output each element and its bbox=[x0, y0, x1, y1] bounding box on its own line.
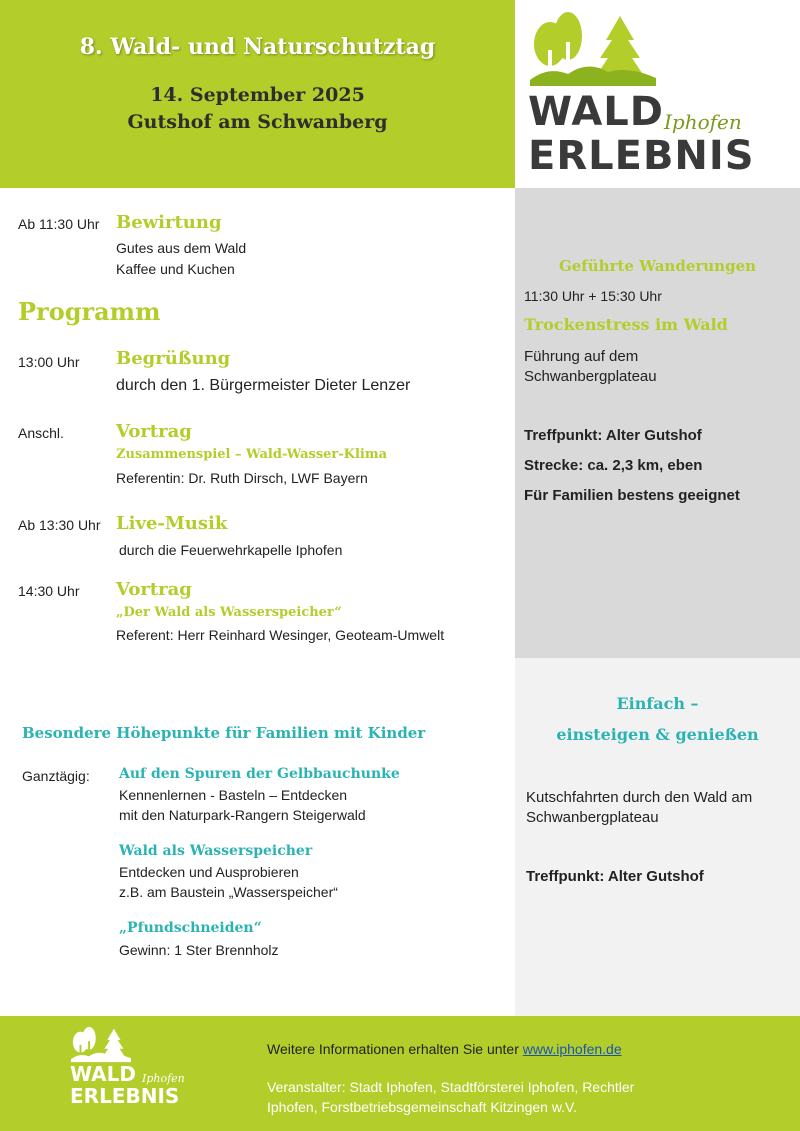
programm-time: 14:30 Uhr bbox=[18, 583, 80, 599]
wanderungen-time: 11:30 Uhr + 15:30 Uhr bbox=[524, 288, 662, 304]
programm-title: Live-Musik bbox=[116, 513, 228, 534]
programm-title: Vortrag bbox=[116, 579, 192, 600]
footer-organizer: Iphofen, Forstbetriebsgemeinschaft Kitzingen w.V. bbox=[267, 1099, 577, 1115]
familien-item-line: Entdecken und Ausprobieren bbox=[119, 864, 299, 880]
bewirtung-line: Gutes aus dem Wald bbox=[116, 240, 247, 256]
event-date: 14. September 2025 bbox=[150, 84, 365, 106]
programm-time: Anschl. bbox=[18, 425, 64, 441]
kutsche-heading: Einfach – bbox=[616, 694, 699, 713]
wanderungen-heading: Geführte Wanderungen bbox=[558, 257, 757, 275]
familien-item-title: „Pfundschneiden“ bbox=[119, 920, 262, 936]
event-title: 8. Wald- und Naturschutztag bbox=[79, 34, 436, 60]
programm-time: 13:00 Uhr bbox=[18, 354, 80, 370]
programm-detail: durch den 1. Bürgermeister Dieter Lenzer bbox=[116, 377, 411, 394]
footer-info-prefix: Weitere Informationen erhalten Sie unter bbox=[267, 1041, 523, 1057]
wanderungen-distance: Strecke: ca. 2,3 km, eben bbox=[524, 457, 703, 474]
footer-logo bbox=[70, 1024, 220, 1114]
programm-subtitle: „Der Wald als Wasserspeicher“ bbox=[116, 605, 342, 620]
wanderungen-title: Trockenstress im Wald bbox=[524, 315, 728, 334]
trees-logo-icon bbox=[528, 10, 658, 86]
logo-subtitle: Iphofen bbox=[664, 110, 742, 134]
programm-time: Ab 13:30 Uhr bbox=[18, 517, 101, 533]
wanderungen-desc: Schwanbergplateau bbox=[524, 368, 657, 385]
wanderungen-meet: Treffpunkt: Alter Gutshof bbox=[524, 427, 702, 444]
familien-item-title: Auf den Spuren der Gelbbauchunke bbox=[119, 766, 400, 782]
footer-logo-subtitle: Iphofen bbox=[142, 1072, 185, 1085]
programm-title: Begrüßung bbox=[116, 348, 231, 369]
footer-logo-wald: WALD bbox=[70, 1062, 136, 1086]
familien-item-line: mit den Naturpark-Rangern Steigerwald bbox=[119, 807, 366, 823]
programm-detail: durch die Feuerwehrkapelle Iphofen bbox=[119, 542, 343, 558]
kutsche-desc: Kutschfahrten durch den Wald am bbox=[526, 789, 753, 806]
familien-item-title: Wald als Wasserspeicher bbox=[119, 843, 313, 859]
wald-erlebnis-logo bbox=[528, 10, 768, 182]
kutsche-meet: Treffpunkt: Alter Gutshof bbox=[526, 868, 704, 885]
familien-item-line: z.B. am Baustein „Wasserspeicher“ bbox=[119, 884, 338, 900]
trees-logo-icon bbox=[70, 1024, 132, 1064]
logo-word-wald: WALD bbox=[528, 89, 664, 135]
bewirtung-line: Kaffee und Kuchen bbox=[116, 261, 235, 277]
familien-time: Ganztägig: bbox=[22, 768, 90, 784]
familien-item-line: Kennenlernen - Basteln – Entdecken bbox=[119, 787, 348, 803]
familien-item-line: Gewinn: 1 Ster Brennholz bbox=[119, 942, 279, 958]
programm-title: Vortrag bbox=[116, 421, 192, 442]
familien-heading: Besondere Höhepunkte für Familien mit Kinder bbox=[22, 724, 426, 742]
footer-organizer: Veranstalter: Stadt Iphofen, Stadtförsterei Iphofen, Rechtler bbox=[267, 1079, 635, 1095]
programm-subtitle: Zusammenspiel – Wald-Wasser-Klima bbox=[116, 447, 388, 462]
footer-logo-erlebnis: ERLEBNIS bbox=[70, 1084, 180, 1108]
bewirtung-title: Bewirtung bbox=[116, 212, 222, 233]
programm-detail: Referentin: Dr. Ruth Dirsch, LWF Bayern bbox=[116, 470, 368, 486]
footer-info bbox=[267, 1041, 622, 1057]
website-link[interactable]: www.iphofen.de bbox=[522, 1041, 622, 1057]
kutsche-heading: einsteigen & genießen bbox=[556, 725, 759, 744]
programm-heading: Programm bbox=[18, 297, 161, 326]
wanderungen-desc: Führung auf dem bbox=[524, 348, 639, 365]
logo-word-erlebnis: ERLEBNIS bbox=[528, 133, 755, 179]
programm-detail: Referent: Herr Reinhard Wesinger, Geoteam-Umwelt bbox=[116, 627, 445, 643]
event-venue: Gutshof am Schwanberg bbox=[127, 111, 388, 133]
kutsche-desc: Schwanbergplateau bbox=[526, 809, 659, 826]
wanderungen-families: Für Familien bestens geeignet bbox=[524, 487, 740, 504]
bewirtung-time: Ab 11:30 Uhr bbox=[18, 216, 100, 232]
